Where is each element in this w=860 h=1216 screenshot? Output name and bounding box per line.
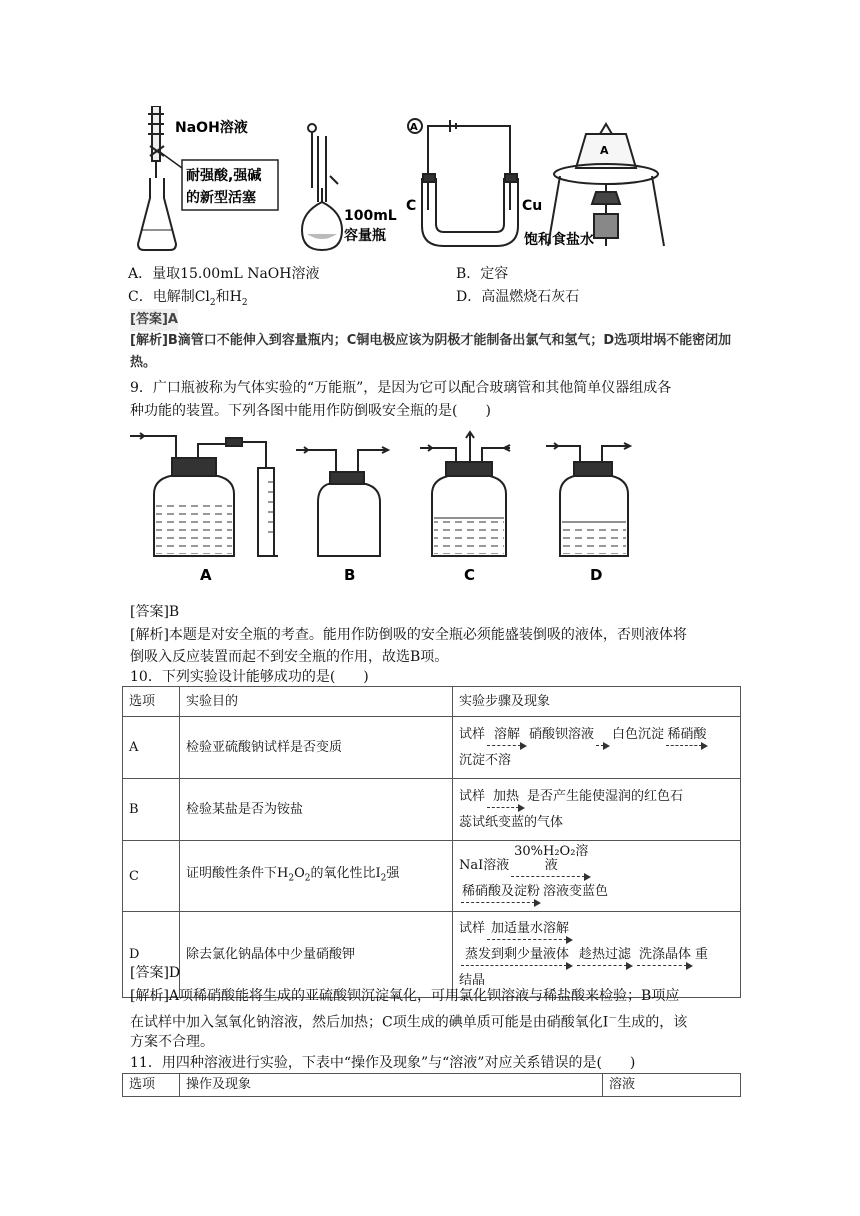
apparatus-figure-q8 [130,106,750,258]
row-b-purpose: 检验某盐是否为铵盐 [180,779,453,841]
analysis-q10-line2: 在试样中加入氢氧化钠溶液，然后加热；C项生成的碘单质可能是由硝酸氧化I－生成的，该 [130,1014,688,1031]
analysis-q9-line2: 倒吸入反应装置而起不到安全瓶的作用，故选B项。 [130,649,449,665]
question-10-title: 10．下列实验设计能够成功的是( ) [130,669,369,685]
stopcock-label-1: 耐强酸,强碱 [186,168,262,184]
ammeter-label: A [410,122,418,133]
row-d-steps: 试样 加适量水溶解 蒸发到剩少量液体 趁热过滤 洗涤晶体 重 结晶 [453,912,741,998]
question-9-line2: 种功能的装置。下列各图中能用作防倒吸安全瓶的是( ) [130,403,491,419]
header-steps: 实验步骤及现象 [453,687,741,717]
option-c: C．电解制$Cl_2$和$H_2$ [128,289,248,308]
q11-header-operation: 操作及现象 [180,1074,603,1097]
bottles-figure-q9 [130,430,650,590]
flask-label-2: 容量瓶 [344,228,386,244]
bottle-d [546,443,630,556]
answer-q8: [答案]A [130,309,178,331]
q11-header-option: 选项 [123,1074,180,1097]
table-header-row [123,687,741,717]
burette-apparatus [138,106,176,250]
row-c-steps: NaI溶液 30%H₂O₂溶液 稀硝酸及淀粉 溶液变蓝色 [453,841,741,912]
bottle-label-c: C [464,566,476,584]
q10-table [122,686,741,998]
flask-label-1: 100mL [344,208,397,224]
crucible-label: A [600,144,609,157]
row-a-purpose: 检验亚硫酸钠试样是否变质 [180,717,453,779]
stopcock-label-2: 的新型活塞 [186,190,256,206]
brine-label: 饱和食盐水 [524,232,594,248]
row-d-purpose: 除去氯化钠晶体中少量硝酸钾 [180,912,453,998]
row-c-purpose: 证明酸性条件下$H_2O_2$的氧化性比$I_2$强 [180,841,453,912]
electrolysis-apparatus [408,119,518,246]
analysis-q9-line1: [解析]本题是对安全瓶的考查。能用作防倒吸的安全瓶必须能盛装倒吸的液体，否则液体将 [130,627,687,643]
question-11-title: 11．用四种溶液进行实验，下表中“操作及现象”与“溶液”对应关系错误的是( ) [130,1055,636,1071]
table-row [123,779,741,841]
header-purpose: 实验目的 [180,687,453,717]
option-b: B．定容 [456,266,509,282]
answer-q9: [答案]B [130,604,180,620]
header-option: 选项 [123,687,180,717]
bottle-label-b: B [344,566,356,584]
table-row [123,841,741,912]
bottle-label-d: D [590,566,603,584]
table-header-row [123,1074,741,1097]
bottle-a [130,433,278,556]
q11-header-solution: 溶液 [603,1074,741,1097]
bottle-label-a: A [200,566,212,584]
question-9-line1: 9．广口瓶被称为气体实验的“万能瓶”，是因为它可以配合玻璃管和其他简单仪器组成各 [130,380,672,396]
analysis-q10-line1: [解析]A项稀硝酸能将生成的亚硫酸钡沉淀氧化，可用氯化钡溶液与稀盐酸来检验；B项应 [130,988,680,1004]
option-d: D．高温燃烧石灰石 [456,289,580,305]
bottle-c [420,432,510,556]
electrode-c-label: C [406,198,417,214]
row-a-option: A [123,717,180,779]
analysis-q10-line3: 方案不合理。 [130,1034,214,1050]
naoh-label: NaOH溶液 [175,120,248,136]
analysis-q8-line1: [解析]B滴管口不能伸入到容量瓶内；C铜电极应该为阴极才能制备出氯气和氢气；D选项坩埚不能密闭加热。 [130,333,732,370]
crucible-apparatus [548,124,664,246]
q11-table [122,1073,741,1097]
option-a: A．量取15.00mL NaOH溶液 [128,266,320,282]
row-a-steps: 试样 溶解 硝酸钡溶液 白色沉淀 稀硝酸 沉淀不溶 [453,717,741,779]
row-d-option: D [123,912,180,998]
table-row [123,717,741,779]
electrode-cu-label: Cu [522,198,543,214]
row-c-option: C [123,841,180,912]
row-b-steps: 试样 加热 是否产生能使湿润的红色石 蕊试纸变蓝的气体 [453,779,741,841]
row-b-option: B [123,779,180,841]
volumetric-flask [302,124,342,250]
bottle-b [296,447,388,556]
answer-q10: [答案]D [130,965,181,981]
